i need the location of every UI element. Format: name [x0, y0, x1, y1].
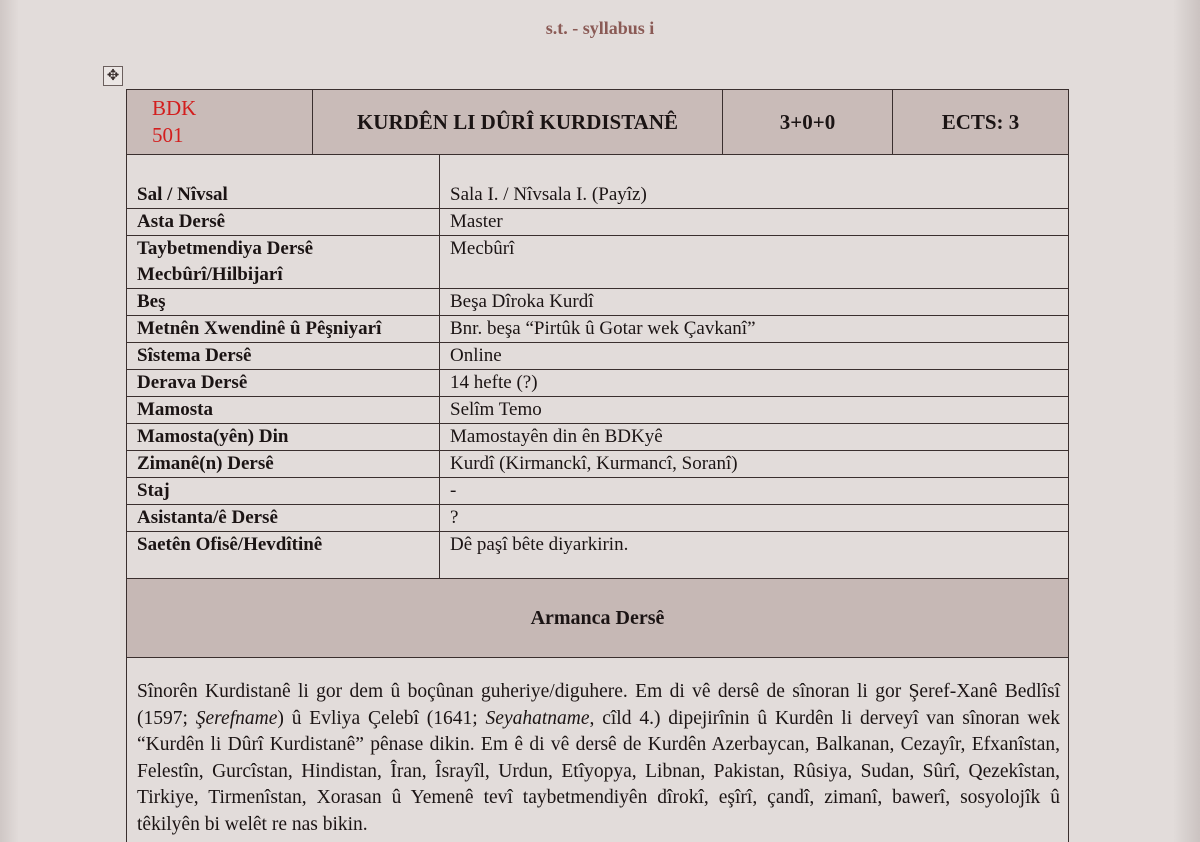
table-row	[127, 343, 1069, 370]
row-value: Sala I. / Nîvsala I. (Payîz)	[440, 182, 1069, 209]
row-value: Master	[440, 209, 1069, 236]
row-value: Kurdî (Kirmanckî, Kurmancî, Soranî)	[440, 451, 1069, 478]
row-value: Selîm Temo	[440, 397, 1069, 424]
section-heading: Armanca Dersê	[126, 578, 1069, 658]
row-value: Dê paşî bête diyarkirin.	[440, 532, 1069, 585]
table-row	[127, 424, 1069, 451]
row-label: Derava Dersê	[127, 370, 440, 397]
description-italic-text: Seyahatname	[485, 707, 590, 729]
row-value: Mecbûrî	[440, 236, 1069, 289]
page-edge-left	[0, 0, 18, 842]
course-ects: ECTS: 3	[941, 109, 1020, 134]
table-row	[127, 236, 1069, 289]
row-label: Taybetmendiya Dersê Mecbûrî/Hilbijarî	[127, 236, 440, 289]
row-value[interactable]: -	[440, 478, 1069, 505]
table-row	[127, 289, 1069, 316]
table-row	[127, 316, 1069, 343]
row-label: Mamosta(yên) Din	[127, 424, 440, 451]
course-code: BDK 501	[152, 96, 197, 147]
description-text: , cîld 4.) dipejirînin û Kurdên li derveyî van sînoran wek “Kurdên li Dûrî Kurdistanê” pênase dikin. Em ê di vê dersê de Kurdên Azerbaycan, Balkanan, Cezayîr, Efxanîstan, Felestîn, Gurcîstan, Hindistan, Îran, Îsrayîl, Urdun, Etîyopya, Libnan, Pakistan, Rûsiya, Sudan, Sûrî, Qezekîstan, Tirkiye, Tirmenîstan, Xorasan û Yemenê tevî taybetmendiyên dîrokî, eşîrî, çandî, zimanî, bawerî, sosyolojîk û têkilyên bi welêt re nas bikin.	[137, 707, 1060, 835]
row-label: Sal / Nîvsal	[127, 182, 440, 209]
row-value: Beşa Dîroka Kurdî	[440, 289, 1069, 316]
row-label: Sîstema Dersê	[127, 343, 440, 370]
row-label: Beş	[127, 289, 440, 316]
table-row	[127, 182, 1069, 209]
page-header: s.t. - syllabus i	[545, 18, 655, 38]
row-value: ?	[440, 505, 1069, 532]
table-move-handle-icon[interactable]: ✥	[103, 66, 123, 86]
course-credits: 3+0+0	[723, 90, 893, 154]
table-row	[127, 478, 1069, 505]
row-label: Saetên Ofisê/Hevdîtinê	[127, 532, 440, 585]
course-code-cell	[127, 90, 313, 154]
row-label: Mamosta	[127, 397, 440, 424]
course-name: KURDÊN LI DÛRÎ KURDISTANÊ	[313, 90, 723, 154]
course-title-row	[126, 89, 1069, 155]
table-row	[127, 532, 1069, 585]
table-row	[127, 451, 1069, 478]
description-italic-text: Şerefname	[195, 707, 278, 729]
row-value: Mamostayên din ên BDKyê	[440, 424, 1069, 451]
course-description	[126, 657, 1069, 842]
row-label: Zimanê(n) Dersê	[127, 451, 440, 478]
course-info-table	[126, 155, 1069, 585]
row-value: 14 hefte (?)	[440, 370, 1069, 397]
description-text: ) û Evliya Çelebî (1641;	[277, 707, 486, 729]
page-edge-right	[1174, 0, 1200, 842]
row-label: Metnên Xwendinê û Pêşniyarî	[127, 316, 440, 343]
row-value: Online	[440, 343, 1069, 370]
table-row	[127, 397, 1069, 424]
table-spacer-row	[127, 155, 1069, 182]
table-row	[127, 505, 1069, 532]
description-text: Sînorên Kurdistanê li gor dem û boçûnan guheriye/diguhere. Em di vê dersê de sînoran li gor Şeref-Xanê Bedlîsî (1597;	[137, 681, 1060, 729]
row-label: Asta Dersê	[127, 209, 440, 236]
row-value: Bnr. beşa “Pirtûk û Gotar wek Çavkanî”	[440, 316, 1069, 343]
row-label: Staj	[127, 478, 440, 505]
table-row	[127, 370, 1069, 397]
table-row	[127, 209, 1069, 236]
row-label: Asistanta/ê Dersê	[127, 505, 440, 532]
